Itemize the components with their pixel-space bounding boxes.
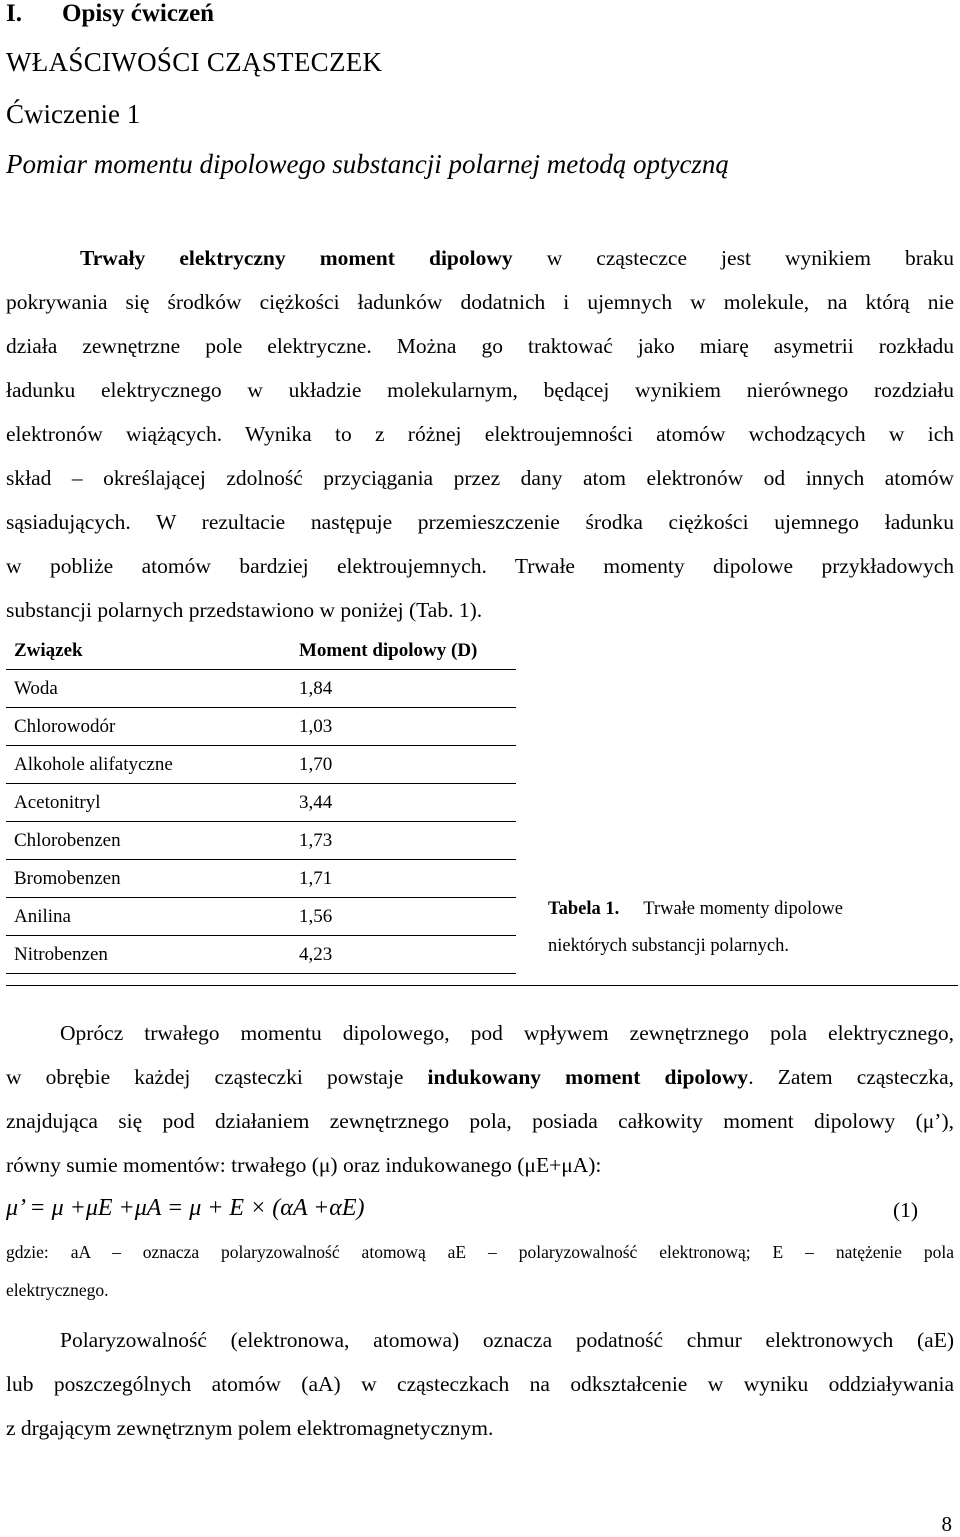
- paragraph-induced-dipole: [6, 1011, 954, 1187]
- equation-number: (1): [893, 1198, 919, 1222]
- equation-formula: μ’ = μ +μE +μA = μ + E × (αA +αE): [6, 1195, 365, 1221]
- cell-compound: Bromobenzen: [6, 860, 291, 898]
- paragraph-line: działa zewnętrzne pole elektryczne. Można go traktować jako miarę asymetrii rozkładu: [6, 334, 954, 358]
- table-row: [6, 670, 516, 708]
- equation-legend: gdzie: aA – oznacza polaryzowalność atomową aE – polaryzowalność elektronową; E – natężenie pola: [6, 1242, 954, 1262]
- table-caption-text: Trwałe momenty dipolowe: [643, 899, 843, 919]
- cell-moment: 1,73: [291, 822, 516, 860]
- section-divider: [6, 985, 958, 986]
- table-caption-label: Tabela 1.: [548, 899, 620, 919]
- cell-moment: 1,84: [291, 670, 516, 708]
- cell-compound: Chlorowodór: [6, 708, 291, 746]
- paragraph-line: substancji polarnych przedstawiono w poniżej (Tab. 1).: [6, 598, 483, 622]
- table-row: [6, 898, 516, 936]
- table-row: [6, 822, 516, 860]
- cell-compound: Nitrobenzen: [6, 936, 291, 974]
- paragraph-line: sąsiadujących. W rezultacie następuje przemieszczenie środka ciężkości ujemnego ładunku: [6, 510, 954, 534]
- paragraph-line: pokrywania się środków ciężkości ładunków dodatnich i ujemnych w molekule, na którą nie: [6, 290, 954, 314]
- cell-moment: 3,44: [291, 784, 516, 822]
- cell-moment: 1,71: [291, 860, 516, 898]
- cell-compound: Alkohole alifatyczne: [6, 746, 291, 784]
- chapter-title: Opisy ćwiczeń: [62, 0, 215, 27]
- page-number: 8: [941, 1512, 952, 1536]
- cell-moment: 1,70: [291, 746, 516, 784]
- paragraph-line: w pobliże atomów bardziej elektroujemnych. Trwałe momenty dipolowe przykładowych: [6, 554, 954, 578]
- paragraph-line: w obrębie każdej cząsteczki powstaje indukowany moment dipolowy. Zatem cząsteczka,: [6, 1065, 955, 1089]
- table-row: [6, 860, 516, 898]
- dipole-moment-table: [6, 632, 516, 974]
- chapter-heading: [6, 0, 214, 28]
- paragraph-line: z drgającym zewnętrznym polem elektromagnetycznym.: [6, 1416, 494, 1440]
- paragraph-line: Polaryzowalność (elektronowa, atomowa) oznacza podatność chmur elektronowych (aE): [60, 1328, 954, 1352]
- paragraph-line: równy sumie momentów: trwałego (μ) oraz indukowanego (μE+μA):: [6, 1153, 602, 1177]
- equation-legend-continued: elektrycznego.: [6, 1280, 109, 1300]
- paragraph-polarizability: [6, 1318, 954, 1450]
- column-header-compound: Związek: [6, 632, 291, 670]
- cell-moment: 4,23: [291, 936, 516, 974]
- paragraph-line: skład – określającej zdolność przyciągania przez dany atom elektronów od innych atomów: [6, 466, 954, 490]
- table-row: [6, 936, 516, 974]
- table-header-row: [6, 632, 516, 670]
- paragraph-line: Oprócz trwałego momentu dipolowego, pod wpływem zewnętrznego pola elektrycznego,: [60, 1021, 954, 1045]
- exercise-subtitle: Pomiar momentu dipolowego substancji polarnej metodą optyczną: [6, 149, 729, 179]
- table-caption: [548, 899, 843, 920]
- paragraph-line: elektronów wiążących. Wynika to z różnej elektroujemności atomów wchodzących w ich: [6, 422, 954, 446]
- table-row: [6, 746, 516, 784]
- paragraph-dipole-intro: [6, 236, 954, 632]
- table-caption-continued: niektórych substancji polarnych.: [548, 936, 789, 956]
- cell-moment: 1,56: [291, 898, 516, 936]
- cell-moment: 1,03: [291, 708, 516, 746]
- exercise-title: Ćwiczenie 1: [6, 99, 141, 129]
- cell-compound: Chlorobenzen: [6, 822, 291, 860]
- cell-compound: Acetonitryl: [6, 784, 291, 822]
- paragraph-line: Trwały elektryczny moment dipolowy w cząsteczce jest wynikiem braku: [80, 246, 954, 270]
- bold-term: Trwały elektryczny moment dipolowy: [80, 246, 513, 270]
- paragraph-line: ładunku elektrycznego w układzie molekularnym, będącej wynikiem nierównego rozdziału: [6, 378, 954, 402]
- paragraph-line: znajdująca się pod działaniem zewnętrznego pola, posiada całkowity moment dipolowy (μ’),: [6, 1109, 954, 1133]
- table-row: [6, 708, 516, 746]
- cell-compound: Woda: [6, 670, 291, 708]
- bold-term: indukowany moment dipolowy: [427, 1065, 749, 1089]
- section-title: WŁAŚCIWOŚCI CZĄSTECZEK: [6, 47, 383, 77]
- cell-compound: Anilina: [6, 898, 291, 936]
- paragraph-line: lub poszczególnych atomów (aA) w cząsteczkach na odkształcenie w wyniku oddziaływania: [6, 1372, 954, 1396]
- chapter-number: I.: [6, 0, 22, 27]
- column-header-moment: Moment dipolowy (D): [291, 632, 516, 670]
- table-row: [6, 784, 516, 822]
